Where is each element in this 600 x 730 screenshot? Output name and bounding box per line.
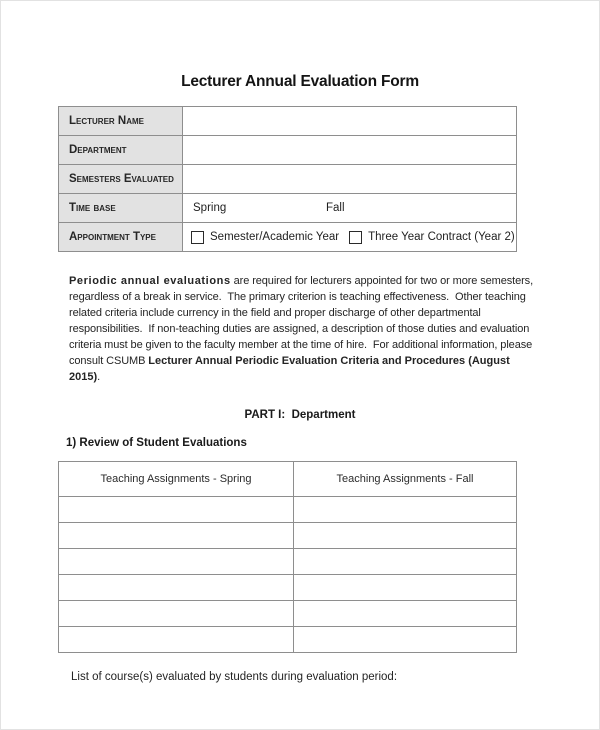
part1-heading: PART I: Department: [244, 409, 356, 421]
time-base-field[interactable]: [183, 194, 517, 223]
appointment-type-field: [183, 223, 517, 252]
semesters-evaluated-label: Semesters Evaluated: [59, 165, 183, 194]
department-label: Department: [59, 136, 183, 165]
assignment-row: [59, 549, 517, 575]
intro-bold-lead: Periodic annual evaluations: [69, 275, 231, 287]
section1-heading: 1) Review of Student Evaluations: [66, 437, 247, 449]
table-row: [59, 107, 517, 136]
department-field[interactable]: [183, 136, 517, 165]
courses-note: List of course(s) evaluated by students during evaluation period:: [71, 671, 398, 683]
assignment-cell[interactable]: [294, 627, 517, 653]
lecturer-info-table: [58, 106, 517, 252]
time-base-fall-label: Fall: [326, 202, 345, 214]
assignment-row: [59, 627, 517, 653]
assignment-row: [59, 575, 517, 601]
spring-column-header: Teaching Assignments - Spring: [59, 462, 294, 497]
assignment-cell[interactable]: [294, 549, 517, 575]
teaching-assignments-table: [58, 461, 517, 653]
three-year-contract-label: Three Year Contract (Year 2): [368, 231, 515, 243]
table-row: [59, 223, 517, 252]
assignments-table-body: [59, 497, 517, 653]
assignment-cell[interactable]: [294, 497, 517, 523]
intro-body: are required for lecturers appointed for two or more semesters, regardless of a break in service. The primary criterion is teaching effectiveness. Other teaching related criteria include currency in the field and proper discharge of other departmental responsibilities. If non-teaching duties are assigned, a description of those duties and evaluation criteria must be given to the faculty member at the time of hire. For additional information, please consult CSUMB: [69, 275, 537, 367]
time-base-spring-label: Spring: [193, 202, 227, 214]
form-title: Lecturer Annual Evaluation Form: [181, 73, 419, 90]
appointment-type-label: Appointment Type: [59, 223, 183, 252]
assignment-cell[interactable]: [59, 575, 294, 601]
lecturer-name-field[interactable]: [183, 107, 517, 136]
assignment-row: [59, 601, 517, 627]
table-row: [59, 136, 517, 165]
table-row: [59, 165, 517, 194]
semester-academic-year-label: Semester/Academic Year: [210, 231, 340, 243]
intro-bold-reference: Lecturer Annual Periodic Evaluation Criteria and Procedures (August 2015): [69, 355, 513, 383]
lecturer-name-label: Lecturer Name: [59, 107, 183, 136]
table-header-row: [59, 462, 517, 497]
assignment-cell[interactable]: [59, 601, 294, 627]
assignment-cell[interactable]: [294, 575, 517, 601]
assignment-cell[interactable]: [59, 627, 294, 653]
table-row: [59, 194, 517, 223]
assignment-cell[interactable]: [59, 549, 294, 575]
fall-column-header: Teaching Assignments - Fall: [294, 462, 517, 497]
assignment-cell[interactable]: [294, 523, 517, 549]
assignment-row: [59, 497, 517, 523]
three-year-contract-checkbox[interactable]: [349, 231, 362, 244]
assignment-cell[interactable]: [294, 601, 517, 627]
intro-tail: .: [97, 371, 101, 383]
semester-academic-year-checkbox[interactable]: [191, 231, 204, 244]
assignment-row: [59, 523, 517, 549]
assignment-cell[interactable]: [59, 523, 294, 549]
intro-paragraph: [69, 273, 541, 385]
semesters-evaluated-field[interactable]: [183, 165, 517, 194]
time-base-label: Time base: [59, 194, 183, 223]
assignment-cell[interactable]: [59, 497, 294, 523]
